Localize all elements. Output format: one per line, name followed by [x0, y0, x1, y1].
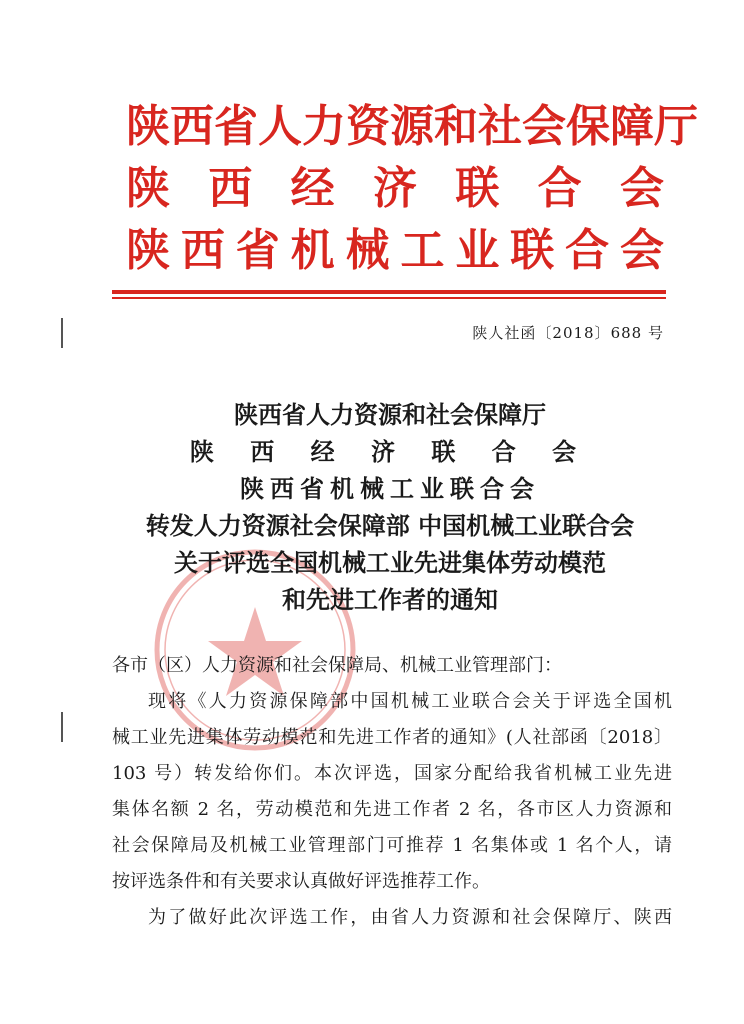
title-line: 和先进工作者的通知: [282, 585, 498, 614]
letterhead-org-3: 陕西省机械工业联合会: [126, 225, 666, 276]
title-line: 关于评选全国机械工业先进集体劳动模范: [174, 548, 606, 577]
letterhead-org-1: 陕西省人力资源和社会保障厅: [126, 101, 698, 152]
body-line: 为了做好此次评选工作，由省人力资源和社会保障厅、陕西: [148, 907, 672, 928]
document-number: 陕人社函〔2018〕688 号: [472, 324, 664, 342]
scan-edge-mark: [61, 712, 63, 742]
body-line: 社会保障局及机械工业管理部门可推荐 1 名集体或 1 名个人，请: [112, 835, 672, 856]
title-line: 转发人力资源社会保障部 中国机械工业联合会: [145, 511, 635, 540]
body-line: 103 号）转发给你们。本次评选，国家分配给我省机械工业先进: [112, 763, 672, 784]
document-body: [112, 648, 672, 936]
scan-edge-mark: [61, 318, 63, 348]
letterhead-divider-thick: [112, 290, 666, 294]
red-letterhead: [126, 96, 698, 282]
body-line: 按评选条件和有关要求认真做好评选推荐工作。: [112, 871, 490, 892]
body-line: 现将《人力资源保障部中国机械工业联合会关于评选全国机: [148, 691, 672, 712]
title-line: 陕 西 经 济 联 合 会: [189, 437, 591, 466]
letterhead-divider-thin: [112, 297, 666, 299]
body-line: 械工业先进集体劳动模范和先进工作者的通知》(人社部函〔2018〕: [112, 727, 673, 748]
body-line: 集体名额 2 名，劳动模范和先进工作者 2 名，各市区人力资源和: [112, 799, 672, 820]
title-line: 陕西省人力资源和社会保障厅: [234, 400, 546, 429]
document-title: [110, 396, 670, 618]
addressee-line: 各市（区）人力资源和社会保障局、机械工业管理部门：: [112, 655, 562, 676]
title-line: 陕西省机械工业联合会: [240, 474, 540, 503]
letterhead-org-2: 陕 西 经 济 联 合 会: [126, 163, 666, 214]
